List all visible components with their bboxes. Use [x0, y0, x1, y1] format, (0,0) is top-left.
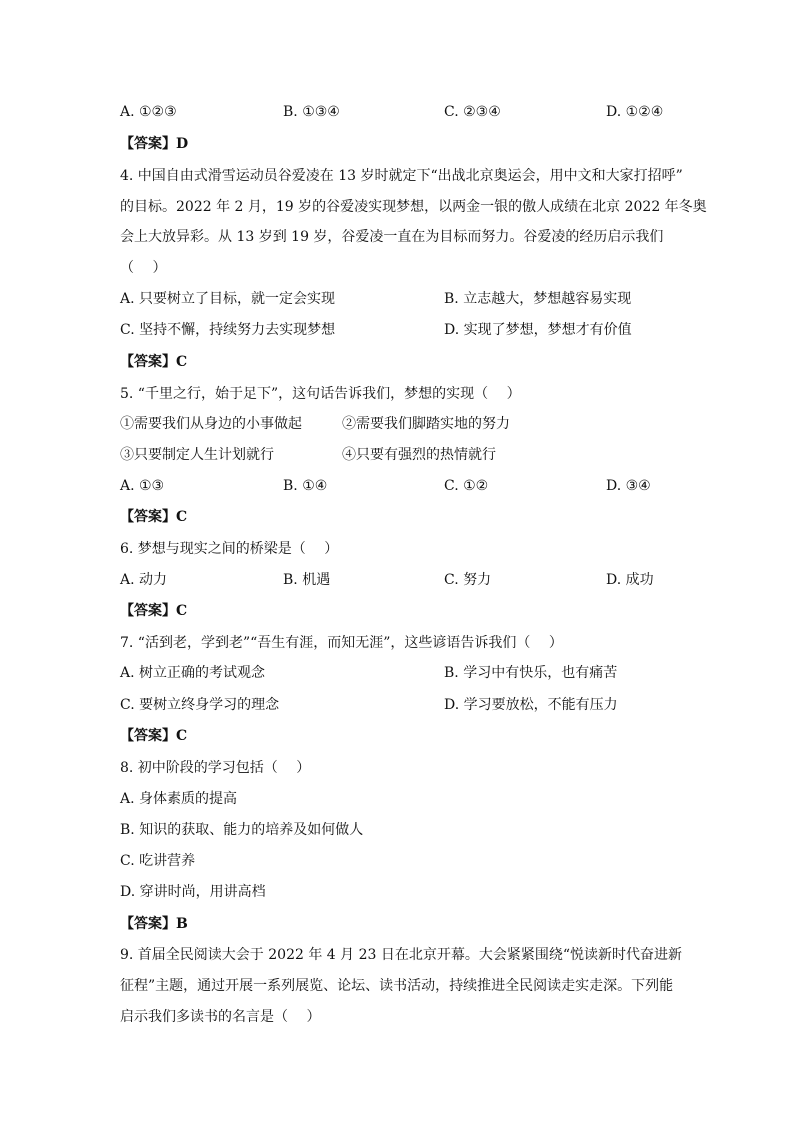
q7-options-row-2 — [120, 695, 680, 715]
q4-stem-line-3: 会上大放异彩。从 13 岁到 19 岁，谷爱凌一直在为目标而努力。谷爱凌的经历启示我们 — [120, 229, 664, 245]
q4-options-row-2 — [120, 320, 680, 340]
q4-stem-line-2: 的目标。2022 年 2 月，19 岁的谷爱凌实现梦想，以两金一银的傲人成绩在北京 2022 年冬奥 — [120, 199, 707, 215]
q5-statement-2: ②需要我们脚踏实地的努力 — [342, 416, 510, 432]
q4-stem-line-1: 4. 中国自由式滑雪运动员谷爱凌在 13 岁时就定下“出战北京奥运会，用中文和大家打招呼” — [120, 168, 683, 184]
q7-answer: 【答案】C — [120, 728, 188, 744]
q5-statements-row-2 — [120, 445, 680, 465]
q4-option-d: D. 实现了梦想，梦想才有价值 — [444, 322, 632, 338]
q8-answer: 【答案】B — [120, 916, 188, 932]
q3-option-a: A. ①②③ — [120, 104, 177, 120]
q5-statements-row-1 — [120, 414, 680, 434]
q5-stem: 5. “千里之行，始于足下”，这句话告诉我们，梦想的实现（ ） — [120, 386, 521, 402]
q5-answer: 【答案】C — [120, 509, 188, 525]
q5-option-d: D. ③④ — [606, 478, 651, 494]
q6-option-a: A. 动力 — [120, 572, 168, 588]
q3-options — [120, 102, 680, 122]
q3-option-b: B. ①③④ — [283, 104, 340, 120]
q4-answer: 【答案】C — [120, 354, 188, 370]
q4-options-row-1 — [120, 289, 680, 309]
q6-stem: 6. 梦想与现实之间的桥梁是（ ） — [120, 541, 339, 557]
q5-statement-1: ①需要我们从身边的小事做起 — [120, 416, 302, 432]
q6-answer: 【答案】C — [120, 603, 188, 619]
q5-option-b: B. ①④ — [283, 478, 328, 494]
q5-statement-3: ③只要制定人生计划就行 — [120, 447, 274, 463]
q9-stem-line-2: 征程”主题，通过开展一系列展览、论坛、读书活动，持续推进全民阅读走实走深。下列能 — [120, 978, 674, 994]
q4-option-a: A. 只要树立了目标，就一定会实现 — [120, 291, 336, 307]
q7-stem: 7. “活到老，学到老”“吾生有涯，而知无涯”，这些谚语告诉我们（ ） — [120, 635, 563, 651]
q5-statement-4: ④只要有强烈的热情就行 — [342, 447, 496, 463]
q8-option-d: D. 穿讲时尚，用讲高档 — [120, 884, 266, 900]
q5-options — [120, 476, 680, 496]
q7-option-d: D. 学习要放松，不能有压力 — [444, 697, 618, 713]
q8-option-a: A. 身体素质的提高 — [120, 791, 238, 807]
q7-option-a: A. 树立正确的考试观念 — [120, 665, 266, 681]
q3-option-c: C. ②③④ — [444, 104, 501, 120]
q5-option-c: C. ①② — [444, 478, 489, 494]
q6-options — [120, 570, 680, 590]
q7-option-c: C. 要树立终身学习的理念 — [120, 697, 280, 713]
q7-options-row-1 — [120, 663, 680, 683]
q4-stem-line-4: （ ） — [120, 260, 167, 276]
q3-answer: 【答案】D — [120, 136, 189, 152]
q4-option-b: B. 立志越大，梦想越容易实现 — [444, 291, 632, 307]
q7-option-b: B. 学习中有快乐，也有痛苦 — [444, 665, 618, 681]
q6-option-d: D. 成功 — [606, 572, 654, 588]
q5-option-a: A. ①③ — [120, 478, 165, 494]
q9-stem-line-1: 9. 首届全民阅读大会于 2022 年 4 月 23 日在北京开幕。大会紧紧围绕“悦读新时代奋进新 — [120, 947, 683, 963]
q6-option-c: C. 努力 — [444, 572, 492, 588]
q4-option-c: C. 坚持不懈，持续努力去实现梦想 — [120, 322, 336, 338]
q8-stem: 8. 初中阶段的学习包括（ ） — [120, 760, 311, 776]
q8-option-c: C. 吃讲营养 — [120, 853, 196, 869]
q6-option-b: B. 机遇 — [283, 572, 331, 588]
q8-option-b: B. 知识的获取、能力的培养及如何做人 — [120, 822, 364, 838]
q3-option-d: D. ①②④ — [606, 104, 664, 120]
q9-stem-line-3: 启示我们多读书的名言是（ ） — [120, 1009, 321, 1025]
